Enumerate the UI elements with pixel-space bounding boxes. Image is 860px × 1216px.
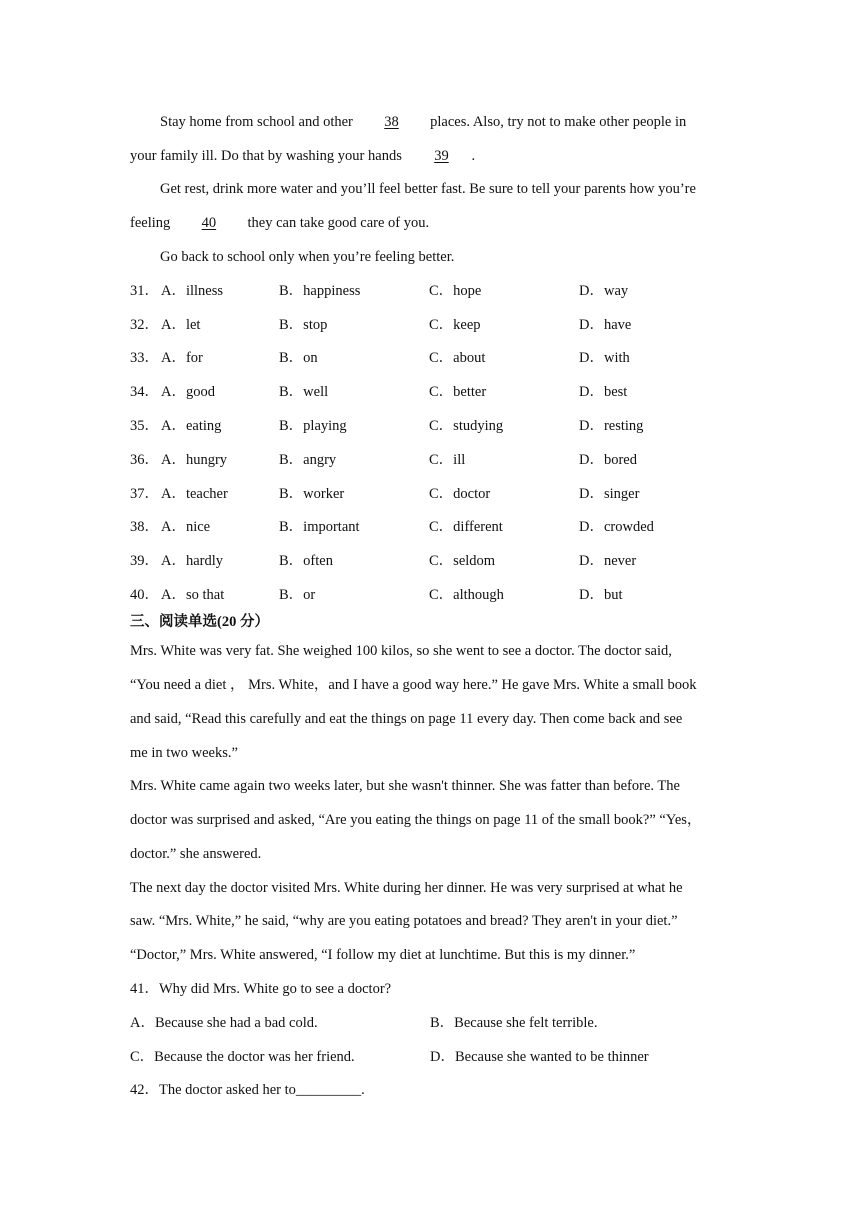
option-a: A．good bbox=[161, 384, 215, 400]
option-d: D．but bbox=[579, 587, 623, 603]
option-d: D．crowded bbox=[579, 519, 654, 535]
option-d: D．best bbox=[579, 384, 628, 400]
option-row bbox=[130, 416, 730, 436]
reading-line: me in two weeks.” bbox=[130, 745, 238, 761]
question-41-option-d: D．Because she wanted to be thinner bbox=[430, 1049, 649, 1065]
option-b: B．angry bbox=[279, 452, 337, 468]
blank-38: 38 bbox=[384, 114, 399, 130]
passage-text: they can take good care of you. bbox=[247, 215, 430, 231]
option-d: D．bored bbox=[579, 452, 637, 468]
question-41-option-c: C．Because the doctor was her friend. bbox=[130, 1049, 355, 1065]
option-b: B．well bbox=[279, 384, 329, 400]
passage-line-4 bbox=[130, 213, 429, 233]
option-row bbox=[130, 382, 730, 402]
option-c: C．keep bbox=[429, 317, 481, 333]
question-number: 37． bbox=[130, 486, 159, 502]
question-41-option-b: B．Because she felt terrible. bbox=[430, 1015, 598, 1031]
question-number: 35． bbox=[130, 418, 159, 434]
option-c: C．studying bbox=[429, 418, 504, 434]
reading-line: The next day the doctor visited Mrs. White during her dinner. He was very surprised at what he bbox=[130, 880, 683, 896]
reading-line: doctor was surprised and asked, “Are you eating the things on page 11 of the small book?” “Yes， bbox=[130, 812, 702, 828]
option-b: B．playing bbox=[279, 418, 347, 434]
option-c: C．different bbox=[429, 519, 503, 535]
option-c: C．seldom bbox=[429, 553, 496, 569]
question-number: 31． bbox=[130, 283, 159, 299]
option-b: B．worker bbox=[279, 486, 345, 502]
reading-line: doctor.” she answered. bbox=[130, 846, 262, 862]
question-41-stem: 41．Why did Mrs. White go to see a doctor? bbox=[130, 981, 392, 997]
option-d: D．singer bbox=[579, 486, 640, 502]
option-row bbox=[130, 348, 730, 368]
passage-line-5: Go back to school only when you’re feeling better. bbox=[160, 249, 455, 265]
question-number: 40． bbox=[130, 587, 159, 603]
question-number: 38． bbox=[130, 519, 159, 535]
option-a: A．hungry bbox=[161, 452, 228, 468]
option-b: B．stop bbox=[279, 317, 328, 333]
option-d: D．have bbox=[579, 317, 632, 333]
question-number: 36． bbox=[130, 452, 159, 468]
option-row bbox=[130, 517, 730, 537]
option-c: C．better bbox=[429, 384, 487, 400]
reading-line: “You need a diet ， Mrs. White，and I have a good way here.” He gave Mrs. White a small book bbox=[130, 677, 697, 693]
option-c: C．about bbox=[429, 350, 486, 366]
passage-text: places. Also, try not to make other people in bbox=[430, 114, 687, 130]
reading-line: saw. “Mrs. White,” he said, “why are you eating potatoes and bread? They aren't in your diet.” bbox=[130, 913, 678, 929]
option-a: A．nice bbox=[161, 519, 211, 535]
question-number: 34． bbox=[130, 384, 159, 400]
option-row bbox=[130, 484, 730, 504]
option-a: A．eating bbox=[161, 418, 222, 434]
option-row bbox=[130, 315, 730, 335]
option-row bbox=[130, 551, 730, 571]
question-number: 39． bbox=[130, 553, 159, 569]
option-c: C．doctor bbox=[429, 486, 491, 502]
passage-line-3: Get rest, drink more water and you’ll feel better fast. Be sure to tell your parents how you’re bbox=[160, 181, 696, 197]
passage-line-2 bbox=[130, 146, 475, 166]
option-c: C．ill bbox=[429, 452, 466, 468]
question-42-stem: 42．The doctor asked her to_________. bbox=[130, 1082, 365, 1098]
option-a: A．hardly bbox=[161, 553, 224, 569]
option-row bbox=[130, 281, 730, 301]
passage-text: . bbox=[471, 148, 476, 164]
option-a: A．illness bbox=[161, 283, 224, 299]
option-a: A．so that bbox=[161, 587, 225, 603]
question-number: 33． bbox=[130, 350, 159, 366]
passage-text: feeling bbox=[130, 215, 171, 231]
option-a: A．for bbox=[161, 350, 203, 366]
section-heading: 三、阅读单选(20 分） bbox=[130, 614, 269, 630]
option-d: D．resting bbox=[579, 418, 644, 434]
option-c: C．hope bbox=[429, 283, 482, 299]
option-d: D．with bbox=[579, 350, 630, 366]
passage-line-1 bbox=[160, 112, 686, 132]
blank-40: 40 bbox=[201, 215, 217, 231]
option-b: B．happiness bbox=[279, 283, 361, 299]
option-row bbox=[130, 450, 730, 470]
option-b: B．or bbox=[279, 587, 316, 603]
reading-line: and said, “Read this carefully and eat the things on page 11 every day. Then come back and see bbox=[130, 711, 683, 727]
reading-line: Mrs. White came again two weeks later, but she wasn't thinner. She was fatter than before. The bbox=[130, 778, 680, 794]
reading-line: “Doctor,” Mrs. White answered, “I follow my diet at lunchtime. But this is my dinner.” bbox=[130, 947, 636, 963]
option-a: A．let bbox=[161, 317, 201, 333]
reading-line: Mrs. White was very fat. She weighed 100 kilos, so she went to see a doctor. The doctor said, bbox=[130, 643, 672, 659]
question-number: 32． bbox=[130, 317, 159, 333]
blank-39: 39 bbox=[434, 148, 449, 164]
passage-text: your family ill. Do that by washing your hands bbox=[130, 148, 402, 164]
option-c: C．although bbox=[429, 587, 504, 603]
question-41-option-a: A．Because she had a bad cold. bbox=[130, 1015, 318, 1031]
option-b: B．important bbox=[279, 519, 360, 535]
option-b: B．often bbox=[279, 553, 333, 569]
option-d: D．way bbox=[579, 283, 629, 299]
option-d: D．never bbox=[579, 553, 637, 569]
option-row bbox=[130, 585, 730, 605]
passage-text: Stay home from school and other bbox=[160, 114, 353, 130]
option-b: B．on bbox=[279, 350, 318, 366]
option-a: A．teacher bbox=[161, 486, 228, 502]
